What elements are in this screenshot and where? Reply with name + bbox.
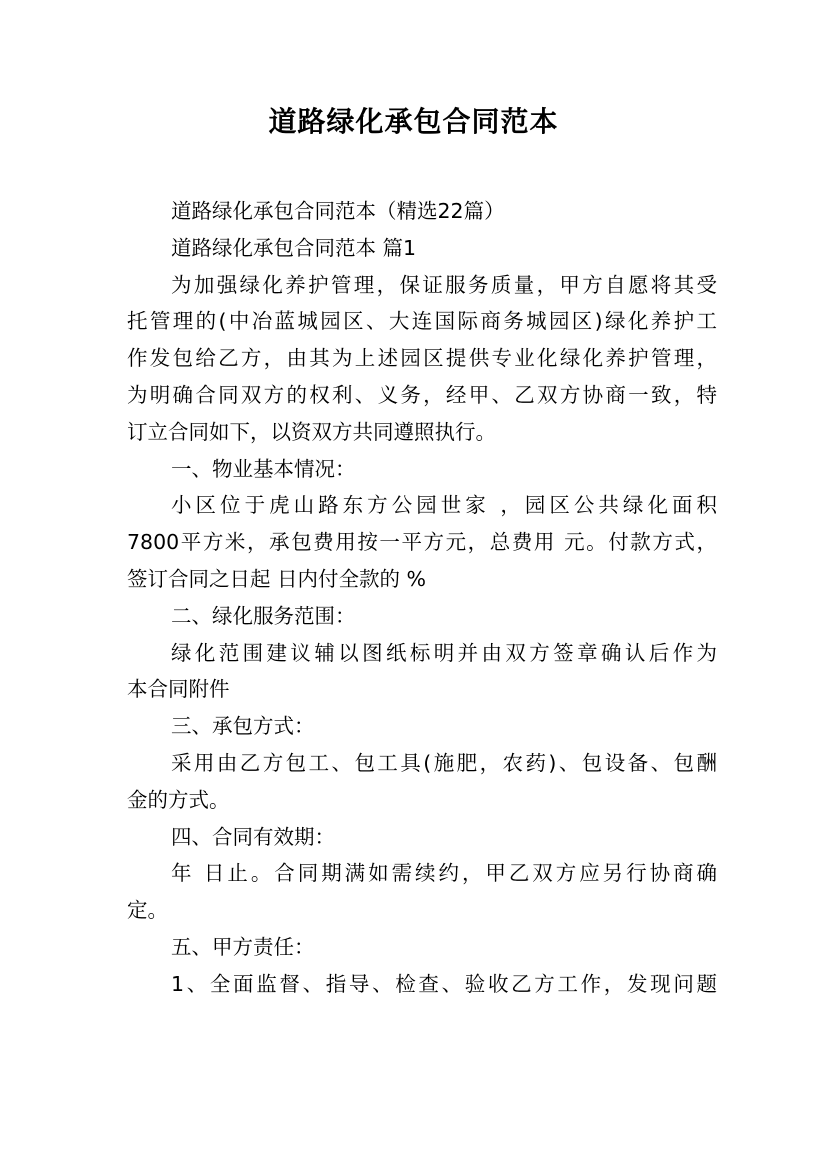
- section-heading: 道路绿化承包合同范本 篇1: [171, 235, 417, 260]
- paragraph-line: 订立合同如下，以资双方共同遵照执行。: [127, 419, 496, 444]
- paragraph-line: 定。: [127, 898, 168, 923]
- section-heading: 三、承包方式：: [171, 714, 315, 739]
- section-heading: 一、物业基本情况：: [171, 456, 356, 481]
- section-heading: 四、合同有效期：: [171, 824, 335, 849]
- section-heading: 五、甲方责任：: [171, 934, 315, 959]
- document-title: 道路绿化承包合同范本: [268, 105, 559, 138]
- paragraph-line: 为加强绿化养护管理，保证服务质量，甲方自愿将其受: [171, 272, 717, 297]
- paragraph-line: 金的方式。: [127, 787, 230, 812]
- paragraph-line: 托管理的(中冶蓝城园区、大连国际商务城园区)绿化养护工: [127, 309, 717, 334]
- paragraph-line: 1、全面监督、指导、检查、验收乙方工作，发现问题: [171, 971, 717, 996]
- paragraph-line: 作发包给乙方，由其为上述园区提供专业化绿化养护管理，: [127, 346, 717, 371]
- paragraph-line: 为明确合同双方的权利、义务，经甲、乙双方协商一致，特: [127, 382, 717, 407]
- subtitle-line: 道路绿化承包合同范本（精选22篇）: [171, 199, 505, 223]
- paragraph-line: 绿化范围建议辅以图纸标明并由双方签章确认后作为: [171, 640, 717, 665]
- paragraph-line: 签订合同之日起 日内付全款的 %: [127, 566, 427, 591]
- paragraph-line: 本合同附件: [127, 677, 230, 702]
- section-heading: 二、绿化服务范围：: [171, 603, 356, 628]
- paragraph-line: 小区位于虎山路东方公园世家 ，园区公共绿化面积: [171, 493, 717, 518]
- document-body: [127, 193, 717, 1003]
- paragraph-line: 年 日止。合同期满如需续约，甲乙双方应另行协商确: [171, 861, 717, 886]
- paragraph-line: 7800平方米，承包费用按一平方元，总费用 元。付款方式，: [127, 530, 717, 555]
- paragraph-line: 采用由乙方包工、包工具(施肥，农药)、包设备、包酬: [171, 750, 717, 775]
